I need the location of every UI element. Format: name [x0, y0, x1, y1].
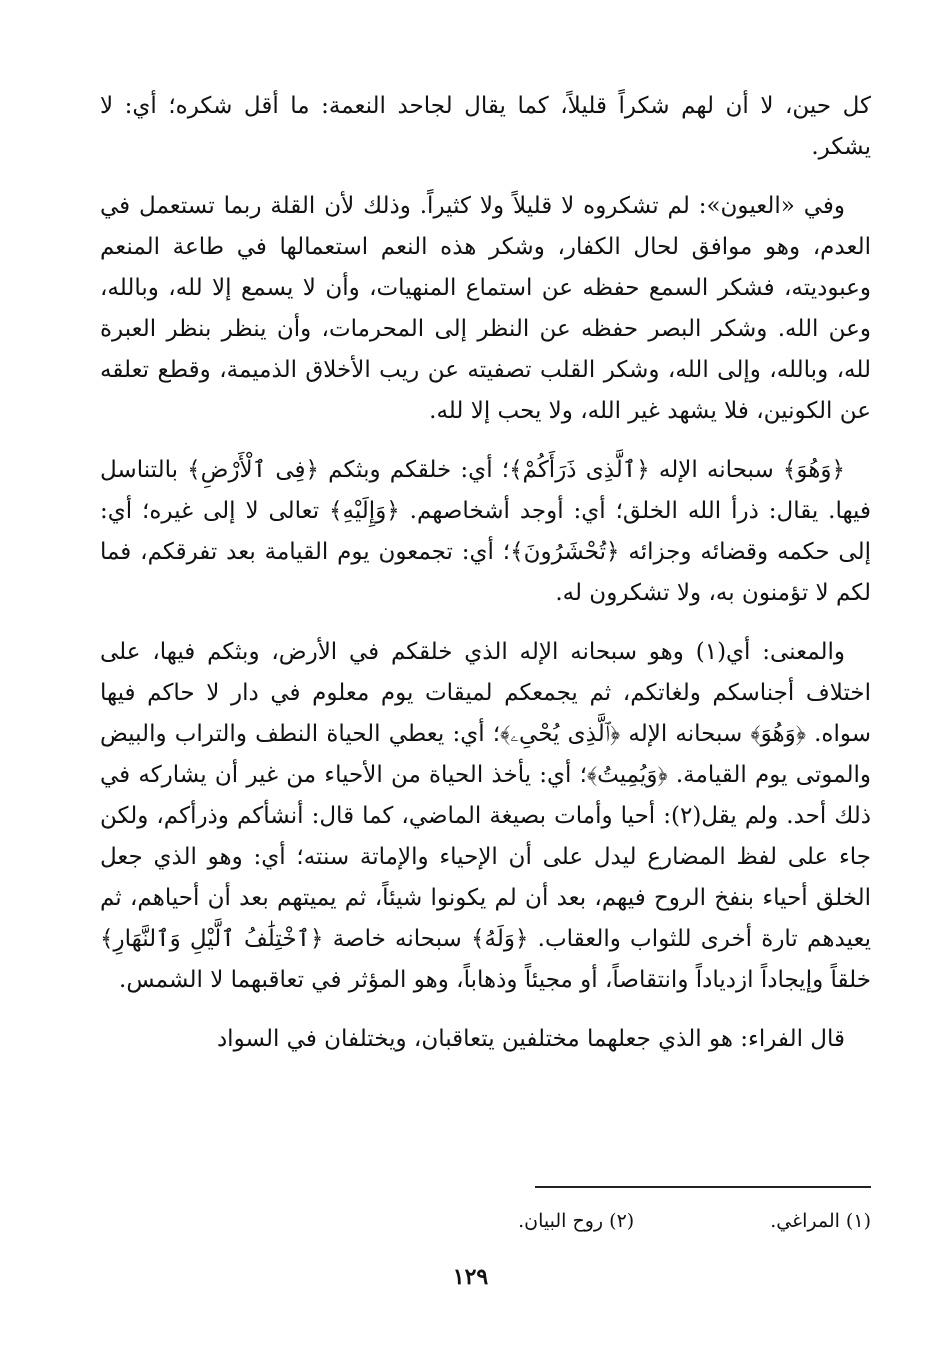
paragraph-5: قال الفراء: هو الذي جعلهما مختلفين يتعاقبان، ويختلفان في السواد [216, 1026, 845, 1052]
footnote-1: (١) المراغي. [770, 1210, 871, 1232]
paragraph-4: والمعنى: أي(١) وهو سبحانه الإله الذي خلقكم في الأرض، وبثكم فيها، على اختلاف أجناسكم ولغاتكم، ثم يجمعكم لميقات يوم معلوم في دار لا حاكم فيها سواه. ﴿وَهُوَ﴾ سبحانه الإله ﴿ٱلَّذِى يُحْىِۦ﴾؛ أي: يعطي الحياة النطف والتراب والبيض والموتى يوم القيامة. ﴿وَيُمِيتُ﴾؛ أي: يأخذ الحياة من الأحياء من غير أن يشاركه في ذلك أحد. ولم يقل(٢): أحيا وأمات بصيغة الماضي، كما قال: أنشأكم وذرأكم، ولكن جاء على لفظ المضارع ليدل على أن الإحياء والإماتة سنته؛ أي: وهو الذي جعل الخلق أحياء بنفخ الروح فيهم، بعد أن لم يكونوا شيئاً، ثم يميتهم بعد أن أحياهم، ثم يعيدهم تارة أخرى للثواب والعقاب. ﴿وَلَهُ﴾ سبحانه خاصة ﴿ٱخْتِلَٰفُ ٱلَّيْلِ وَٱلنَّهَارِ﴾ خلقاً وإيجاداً ازدياداً وانتقاصاً، أو مجيئاً وذهاباً، وهو المؤثر في تعاقبهما لا الشمس. [100, 639, 871, 993]
body-text [100, 86, 871, 1078]
footnotes [300, 1206, 871, 1236]
paragraph-1: كل حين، لا أن لهم شكراً قليلاً، كما يقال لجاحد النعمة: ما أقل شكره؛ أي: لا يشكر. [100, 93, 871, 160]
footnote-divider [535, 1186, 871, 1188]
page-number: ١٢٩ [452, 1264, 489, 1290]
footnote-2: (٢) روح البيان. [518, 1210, 635, 1232]
paragraph-2: وفي «العيون»: لم تشكروه لا قليلاً ولا كثيراً. وذلك لأن القلة ربما تستعمل في العدم، وهو موافق لحال الكفار، وشكر هذه النعم استعمالها في طاعة المنعم وعبوديته، فشكر السمع حفظه عن استماع المنهيات، وأن لا يسمع إلا لله، وبالله، وعن الله. وشكر البصر حفظه عن النظر إلى المحرمات، وأن ينظر بنظر العبرة لله، وبالله، وإلى الله، وشكر القلب تصفيته عن ريب الأخلاق الذميمة، وقطع تعلقه عن الكونين، فلا يشهد غير الله، ولا يحب إلا لله. [100, 193, 871, 424]
paragraph-3: ﴿وَهُوَ﴾ سبحانه الإله ﴿ٱلَّذِى ذَرَأَكُمْ﴾؛ أي: خلقكم وبثكم ﴿فِى ٱلْأَرْضِ﴾ بالتناسل فيها. يقال: ذرأ الله الخلق؛ أي: أوجد أشخاصهم. ﴿وَإِلَيْهِ﴾ تعالى لا إلى غيره؛ أي: إلى حكمه وقضائه وجزائه ﴿تُحْشَرُونَ﴾؛ أي: تجمعون يوم القيامة بعد تفرقكم، فما لكم لا تؤمنون به، ولا تشكرون له. [100, 457, 871, 606]
